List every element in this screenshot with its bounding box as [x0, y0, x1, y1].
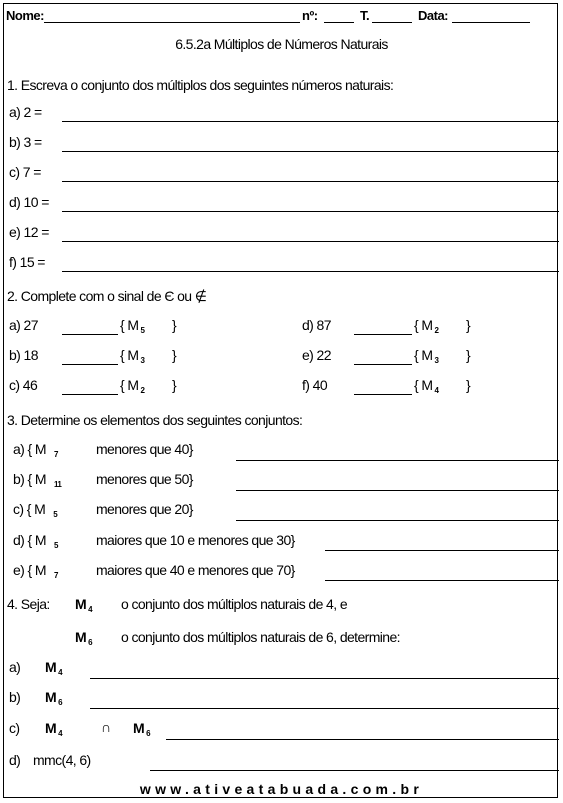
q1-answer-line[interactable]: [62, 151, 559, 152]
q2-set-close: }: [466, 317, 471, 333]
q2-symbol-blank[interactable]: [62, 364, 118, 365]
q4-m4-definition: o conjunto dos múltiplos naturais de 4, e: [121, 596, 347, 612]
q3-set-subscript: 5: [53, 510, 58, 519]
q4-set-m4-subscript: 4: [58, 729, 62, 738]
q4-item-label: a): [9, 659, 21, 675]
q2-set: { M: [414, 347, 433, 363]
q4-item-label: d): [9, 752, 21, 768]
q4-m6-definition: o conjunto dos múltiplos naturais de 6, determine:: [121, 629, 400, 645]
q2-set: { M: [120, 377, 139, 393]
q2-set-subscript: 2: [434, 326, 439, 335]
q3-condition: menores que 20}: [96, 501, 193, 517]
q2-number: c) 46: [9, 377, 38, 393]
nome-field[interactable]: [44, 22, 300, 23]
turma-label: T.: [360, 8, 370, 23]
numero-label: nº:: [302, 8, 318, 23]
q2-set-close: }: [172, 377, 177, 393]
q1-item-label: a) 2 =: [9, 104, 42, 120]
q2-number: f) 40: [302, 377, 328, 393]
q3-set-subscript: 7: [53, 450, 58, 459]
q3-answer-line[interactable]: [236, 520, 559, 521]
q3-condition: maiores que 10 e menores que 30}: [96, 532, 295, 548]
q2-set-close: }: [466, 377, 471, 393]
q4-set-m6: M: [133, 720, 145, 736]
q2-set-subscript: 3: [434, 356, 439, 365]
q2-set-subscript: 4: [434, 386, 439, 395]
q3-answer-line[interactable]: [325, 550, 559, 551]
q4-set-m4: M: [45, 720, 57, 736]
data-field[interactable]: [452, 22, 530, 23]
q1-item-label: d) 10 =: [9, 194, 49, 210]
q2-set-close: }: [172, 317, 177, 333]
q3-set-subscript: 11: [53, 480, 62, 489]
q4-answer-line[interactable]: [150, 770, 559, 771]
q3-answer-line[interactable]: [236, 490, 559, 491]
q2-symbol-blank[interactable]: [354, 334, 412, 335]
q2-symbol-blank[interactable]: [62, 394, 118, 395]
q3-set: b) { M: [13, 471, 46, 487]
q1-answer-line[interactable]: [62, 271, 559, 272]
q3-set: c) { M: [13, 501, 46, 517]
q4-answer-line[interactable]: [166, 739, 559, 740]
q1-item-label: c) 7 =: [9, 164, 41, 180]
q3-answer-line[interactable]: [236, 460, 559, 461]
q4-mmc-text: mmc(4, 6): [33, 752, 91, 768]
q2-number: b) 18: [9, 347, 38, 363]
q3-condition: menores que 50}: [96, 471, 193, 487]
q4-set-m4-subscript: 4: [88, 605, 92, 614]
q2-number: a) 27: [9, 317, 38, 333]
q2-set: { M: [414, 377, 433, 393]
q1-answer-line[interactable]: [62, 241, 559, 242]
q2-prompt: 2. Complete com o sinal de Є ou ∉: [7, 288, 207, 304]
q3-set: d) { M: [13, 532, 46, 548]
q2-number: e) 22: [302, 347, 331, 363]
nome-label: Nome:: [6, 8, 44, 23]
q3-set-subscript: 5: [53, 541, 58, 550]
q2-set-close: }: [466, 347, 471, 363]
page-title: 6.5.2a Múltiplos de Números Naturais: [175, 36, 388, 52]
q3-answer-line[interactable]: [325, 580, 559, 581]
q4-set-m6-subscript: 6: [146, 729, 150, 738]
q1-item-label: f) 15 =: [9, 254, 45, 270]
q4-set-m4-subscript: 4: [58, 668, 62, 677]
q1-answer-line[interactable]: [62, 121, 559, 122]
q2-set-subscript: 5: [140, 326, 145, 335]
data-label: Data:: [418, 8, 449, 23]
q2-symbol-blank[interactable]: [354, 364, 412, 365]
q4-set-m6: M: [75, 629, 87, 645]
q3-set: a) { M: [13, 441, 46, 457]
q2-set: { M: [120, 347, 139, 363]
turma-field[interactable]: [372, 22, 412, 23]
q4-item-label: b): [9, 689, 21, 705]
q2-symbol-blank[interactable]: [62, 334, 118, 335]
q1-answer-line[interactable]: [62, 211, 559, 212]
q4-item-label: c): [9, 720, 20, 736]
q4-set-m4: M: [75, 596, 87, 612]
q4-intro: 4. Seja:: [7, 596, 50, 612]
q4-answer-line[interactable]: [90, 678, 559, 679]
q1-prompt: 1. Escreva o conjunto dos múltiplos dos seguintes números naturais:: [7, 77, 394, 93]
q1-item-label: b) 3 =: [9, 134, 42, 150]
q2-set: { M: [414, 317, 433, 333]
q4-set-m6: M: [45, 689, 57, 705]
q3-set-subscript: 7: [53, 571, 58, 580]
q1-item-label: e) 12 =: [9, 224, 49, 240]
q4-set-m6-subscript: 6: [88, 638, 92, 647]
q3-condition: menores que 40}: [96, 441, 193, 457]
q2-symbol-blank[interactable]: [354, 394, 412, 395]
q2-set-close: }: [172, 347, 177, 363]
q4-set-m4: M: [45, 659, 57, 675]
q4-set-m6-subscript: 6: [58, 698, 62, 707]
q3-condition: maiores que 40 e menores que 70}: [96, 562, 295, 578]
q2-number: d) 87: [302, 317, 331, 333]
q1-answer-line[interactable]: [62, 181, 559, 182]
q2-set-subscript: 3: [140, 356, 145, 365]
q3-set: e) { M: [13, 562, 46, 578]
q4-answer-line[interactable]: [90, 708, 559, 709]
q3-prompt: 3. Determine os elementos dos seguintes conjuntos:: [7, 412, 303, 428]
intersection-symbol: ∩: [101, 719, 111, 735]
q2-set-subscript: 2: [140, 386, 145, 395]
q2-set: { M: [120, 317, 139, 333]
footer-website: www.ativeatabuada.com.br: [139, 781, 424, 797]
numero-field[interactable]: [324, 22, 354, 23]
